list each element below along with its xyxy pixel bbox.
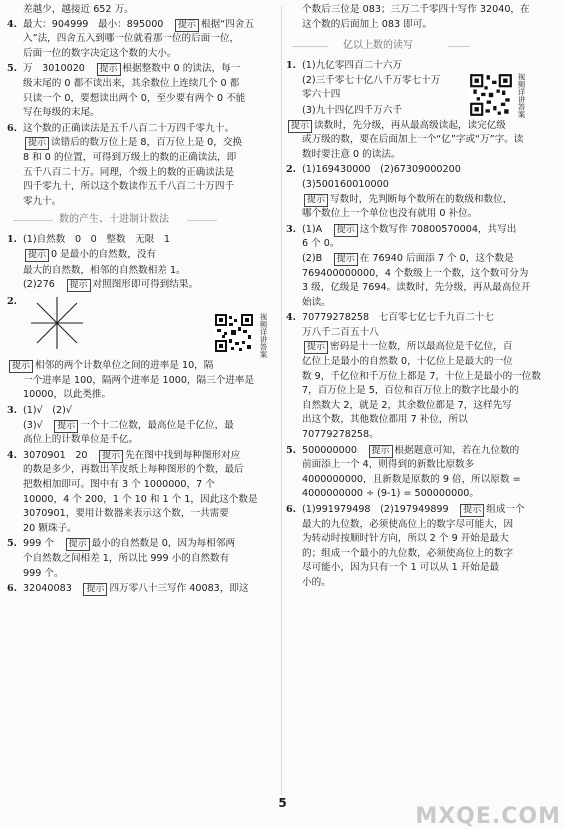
answer-line: 提示 0 是最小的自然数，没有 (23, 248, 219, 263)
item-number: 2. (286, 164, 297, 176)
answer-line: 500000000 提示 根据题意可知，若在九位数的 (302, 444, 520, 456)
answer-line: 后面一位的数字决定这个数的大小。 (23, 47, 177, 59)
answer-line: 的数是多少，再数出羊皮纸上每种图形的个数，最后 (23, 464, 244, 476)
qr-code-label: 视频详讲答案 (259, 313, 268, 358)
answer-line: 999 个。 (23, 567, 64, 579)
continued-text: 这个数的后面加上 083 即可。 (302, 18, 432, 30)
answer-item-s6 (7, 582, 277, 597)
answer-item-r5 (286, 444, 556, 502)
answer-line: 4000000000，且新数是原数的 9 倍，所以原数 = (302, 473, 521, 485)
answer-line: (3)九十四亿四千万六千 (302, 104, 402, 116)
hint-tag: 提示 (66, 538, 90, 551)
answer-line: 入”法，四舍五入到哪一位就看那一位的后面一位， (23, 33, 240, 45)
answer-item-r6 (286, 503, 556, 591)
answer-line: 或万级的数，要在后面加上一个“亿”字或“万”字。读 (302, 134, 524, 146)
answer-line: 五千八百二十万。同理，个级上的数的正确读法是 (23, 166, 235, 178)
answer-line: 一个进率是 100，隔两个进率是 1000，隔三个进率是 (23, 374, 255, 386)
answer-line: 最大：904999 最小：895000 提示 根据“四舍五 (23, 18, 254, 30)
answer-item-r3 (286, 223, 556, 311)
hint-tag: 提示 (9, 360, 33, 373)
answer-line: 769400000000，4 个数级上一个数，这个数可分为 (302, 267, 529, 279)
answer-line: 10000，以此类推。 (23, 389, 112, 401)
answer-line: 万八千二百五十八 (302, 326, 379, 338)
item-number: 5. (7, 63, 18, 75)
answer-item-s3 (7, 404, 277, 448)
hint-tag: 提示 (97, 63, 121, 76)
answer-line: (1)991979498 (2)197949899 提示 组成一个 (302, 504, 525, 515)
hint-tag: 提示 (175, 19, 199, 32)
answer-item-r1 (286, 59, 466, 103)
hint-tag: 提示 (304, 194, 328, 207)
hint-tag: 提示 (54, 420, 78, 433)
answer-line: 出这个数，其他数位都用 7 补位，所以 (302, 414, 468, 426)
hint-tag: 提示 (25, 137, 49, 150)
answer-line: 20 颗珠子。 (23, 522, 77, 534)
answer-item-6 (7, 122, 277, 210)
answer-line: 小的。 (302, 576, 331, 588)
answer-line: 四千零九十，所以这个数读作五千八百二十万四千 (23, 181, 235, 193)
answer-line: 6 个 0。 (302, 238, 340, 250)
answer-item-r2 (286, 163, 556, 221)
answer-line: (1)√ (2)√ (23, 405, 72, 417)
answer-line: 999 个 提示 最小的自然数是 0，因为每相邻两 (23, 538, 236, 550)
section-title: 亿以上数的读写 (339, 40, 417, 51)
hint-tag: 提示 (83, 583, 107, 596)
item-number: 3. (7, 405, 18, 417)
answer-line: 最大的九位数，必须使高位上的数字尽可能大，因 (302, 518, 514, 530)
hint-tag: 提示 (334, 253, 358, 266)
section-rule (292, 46, 328, 47)
answer-line: 提示 写数时，先判断每个数所在的数级和数位， (302, 193, 556, 208)
hint-tag: 提示 (304, 341, 328, 354)
answer-line: (2)B 提示 在 76940 后面添 7 个 0，这个数是 (302, 252, 514, 264)
hint-tag: 提示 (334, 224, 358, 237)
answer-line: 3 级，亿级是 7694。读数时，先分级，再从最高位开 (302, 282, 531, 294)
item-number: 6. (286, 504, 297, 515)
item-number: 4. (7, 18, 18, 30)
left-column (7, 3, 277, 598)
column-divider (281, 6, 282, 795)
answer-line: 为转动时按顺时针方向，所以 2 个 9 开始是最大 (302, 533, 509, 545)
hint-tag: 提示 (288, 120, 312, 133)
item-number: 1. (286, 60, 297, 72)
answer-line: 级末尾的 0 都不读出来，其余数位上连续几个 0 都 (23, 77, 240, 89)
answer-line: 这个数的正确读法是五千八百二十万四千零九十。 (23, 122, 235, 134)
answer-line: 自然数大 2，就是 2，其余数位都是 7，这样先写 (302, 399, 512, 411)
answer-line: 提示 读错后的数万位上是 8，百万位上是 0，交换 (23, 136, 277, 151)
item-number: 1. (7, 234, 18, 246)
answer-line: 70779278258 七百零七亿七千九百二十七 (302, 312, 494, 324)
answer-item-r1-cont (286, 104, 556, 162)
answer-item-s1 (7, 233, 219, 262)
answer-item-s2 (7, 295, 277, 403)
item-number: 6. (7, 122, 18, 134)
answer-line: 零六十四 (302, 89, 341, 101)
answer-line: 亿位上是最小的自然数 0，十亿位上是最大的一位 (302, 356, 513, 368)
section-title: 数的产生、十进制计数法 (55, 214, 173, 225)
answer-line: 提示 密码是十一位数，所以最高位是千亿位，百 (302, 340, 556, 355)
section-rule (13, 220, 53, 221)
answer-line: (3)500160010000 (302, 178, 389, 190)
answer-line: 8 和 0 的位置，可得到万级上的数的正确读法，即 (23, 151, 237, 163)
section-header (286, 38, 470, 54)
answer-line: (1)169430000 (2)67309000200 (302, 164, 461, 176)
answer-line: 零九十。 (23, 195, 62, 207)
answer-line: 写在每级的末尾。 (23, 107, 100, 119)
item-number: 2. (7, 295, 18, 307)
answer-line: 哪个数位上一个单位也没有就用 0 补位。 (302, 208, 478, 220)
answer-item-r4 (286, 311, 556, 442)
answer-item-s5 (7, 537, 277, 581)
answer-line: (2)三千零七十亿八千万零七十万 (302, 74, 441, 86)
answer-line: 32040083 提示 四万零八十三写作 40083，即这 (23, 583, 249, 595)
qr-code-label: 视频详讲答案 (517, 73, 526, 118)
answer-line: (3)√ 提示 一个十二位数，最高位是千亿位，最 (23, 419, 234, 431)
watermark: MXQE.COM (415, 804, 561, 829)
answer-item-4 (7, 18, 277, 62)
item-number: 5. (286, 444, 297, 456)
answer-line: 3070901，要用计数器来表示这个数，一共需要 (23, 508, 229, 520)
answer-line: 4000000000 ÷ (9-1) = 500000000。 (302, 488, 479, 500)
answer-item-s1-cont (7, 264, 277, 293)
answer-line: 的；组成一个最小的九位数，必须使高位上的数字 (302, 547, 514, 559)
right-column (286, 3, 556, 592)
section-rule (187, 220, 217, 221)
answer-line: 数时要注意 0 的读法。 (302, 148, 401, 160)
item-number: 4. (286, 312, 297, 324)
answer-line: 7，百万位上是 5，百位和百万位上的数字比最小的 (302, 385, 519, 397)
answer-line: 始读。 (302, 296, 331, 308)
item-number: 4. (7, 449, 18, 461)
answer-line: 万 3010020 提示 根据整数中 0 的读法，每一 (23, 63, 241, 75)
hint-tag: 提示 (460, 504, 484, 517)
hint-tag: 提示 (369, 445, 393, 458)
continued-text: 差越少，越接近 652 万。 (23, 4, 134, 15)
section-header (7, 212, 221, 228)
answer-line: 个自然数之间相差 1，所以比 999 小的自然数有 (23, 553, 230, 564)
answer-line: 最大的自然数，相邻的自然数相差 1。 (23, 264, 186, 276)
answer-line: (1)九亿零四百二十六万 (302, 60, 402, 72)
continued-text: 个数后三位是 083；三万二千零四十写作 32040，在 (302, 4, 530, 15)
answer-line: 提示 读数时，先分级，再从最高级读起，读完亿级 (286, 119, 556, 134)
page-number: 5 (278, 796, 287, 810)
answer-line: 10000，4 个 200，1 个 10 和 1 个 1，因此这个数是 (23, 493, 258, 505)
answer-line: 前面添上一个 4，则得到的新数比原数多 (302, 459, 475, 471)
hint-tag: 提示 (25, 249, 49, 262)
section-rule (448, 46, 470, 47)
answer-item-5 (7, 62, 277, 120)
item-number: 6. (7, 583, 18, 595)
answer-line: 高位上的计数单位是千亿。 (23, 434, 139, 446)
answer-line: 数 9，千亿位和千万位上都是 7，十位上是最小的一位数 (302, 370, 541, 382)
hint-tag: 提示 (99, 450, 123, 463)
answer-line: 提示 相邻的两个计数单位之间的进率是 10，隔 (7, 359, 277, 374)
answer-line: 只读一个 0，要想读出两个 0，至少要有两个 0 不能 (23, 92, 246, 104)
answer-line: 70779278258。 (302, 429, 379, 441)
hint-tag: 提示 (67, 279, 91, 292)
answer-line: (2)276 提示 对照图形即可得到结果。 (23, 279, 199, 291)
answer-item-s4 (7, 449, 277, 537)
answer-line: 把数相加即可。图中有 3 个 1000000，7 个 (23, 479, 215, 491)
item-number: 3. (286, 223, 297, 235)
answer-line: 3070901 20 提示 先在图中找到每种图形对应 (23, 449, 241, 461)
star-lines-diagram (29, 295, 277, 357)
item-number: 5. (7, 538, 18, 550)
answer-line: (1)A 提示 这个数写作 70800570004，共写出 (302, 223, 517, 235)
answer-line: 尽可能小，因为只有一个 1 可以从 1 开始是最 (302, 562, 500, 574)
answer-line: (1)自然数 0 0 整数 无限 1 (23, 234, 171, 246)
